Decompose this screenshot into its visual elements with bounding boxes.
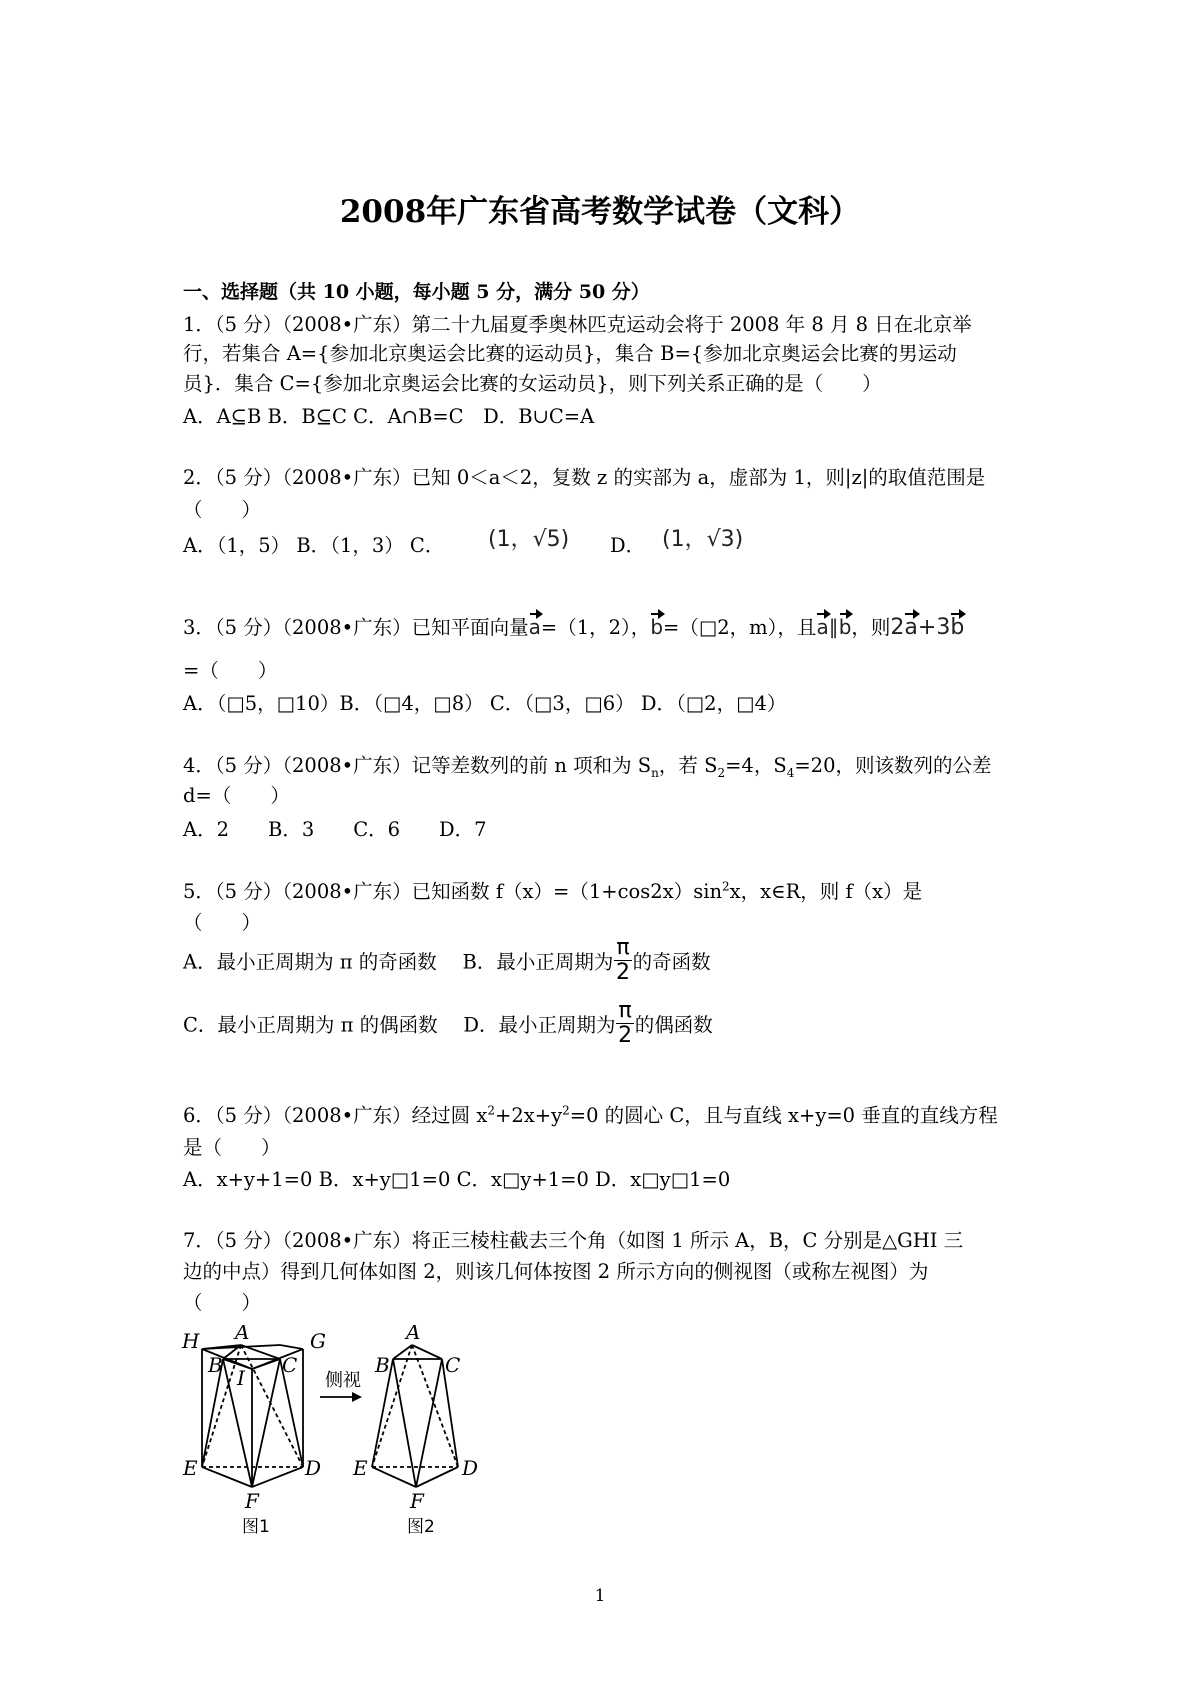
q6-text-c: =0 的圆心 C，且与直线 x+y=0 垂直的直线方程 — [569, 1104, 998, 1127]
q3-b-value: =（□2，m），且 — [663, 616, 817, 639]
q2-option-d-label: D． — [610, 534, 646, 557]
q5-options-cd — [183, 1000, 713, 1047]
figure-2-caption: 图2 — [407, 1517, 435, 1535]
q4-text-d: =20，则该数列的公差 — [794, 754, 992, 777]
q1-options: A．A⊆B B．B⊆C C．A∩B=C D．B∪C=A — [183, 405, 595, 428]
q4-line1 — [183, 750, 992, 780]
arrow-head-icon — [352, 1392, 362, 1402]
q6-line2: 是（ ） — [183, 1136, 281, 1159]
q5-line2: （ ） — [183, 911, 262, 934]
section-heading: 一、选择题（共 10 小题，每小题 5 分，满分 50 分） — [183, 281, 650, 303]
pi-over-2-fraction — [614, 937, 631, 984]
vector-a: a — [528, 615, 541, 639]
q5-option-a: A．最小正周期为 π 的奇函数 B．最小正周期为 — [183, 950, 614, 974]
label-B: B — [208, 1353, 223, 1377]
expr-plus-3: +3 — [917, 615, 951, 640]
label2-E: E — [353, 1456, 368, 1480]
label2-A: A — [406, 1325, 421, 1344]
q7-line3: （ ） — [183, 1291, 262, 1314]
label-E: E — [183, 1456, 198, 1480]
label-C: C — [282, 1353, 298, 1377]
q4-sub-n: n — [651, 765, 659, 780]
q5-line1 — [183, 876, 922, 904]
q1-line2: 行，若集合 A={参加北京奥运会比赛的运动员}，集合 B={参加北京奥运会比赛的男运动 — [183, 342, 957, 365]
q5-option-c: C．最小正周期为 π 的偶函数 D．最小正周期为 — [183, 1013, 616, 1037]
label2-D: D — [462, 1456, 479, 1480]
fraction-denominator: 2 — [618, 1023, 633, 1048]
q2-line1: 2．（5 分）（2008•广东）已知 0＜a＜2，复数 z 的实部为 a，虚部为 1，则|z|的取值范围是 — [183, 466, 986, 489]
q6-sup-a: 2 — [487, 1103, 495, 1118]
q3-options: A．（□5，□10）B．（□4，□8） C．（□3，□6） D．（□2，□4） — [183, 692, 787, 715]
page-title: 2008年广东省高考数学试卷（文科） — [339, 194, 861, 230]
q3-line2: =（ ） — [183, 659, 278, 682]
q4-text-a: 4．（5 分）（2008•广东）记等差数列的前 n 项和为 S — [183, 754, 652, 777]
vector-a-3: a — [904, 615, 918, 640]
q4-text-b: ，若 S — [658, 754, 718, 777]
q3-a-value: =（1，2）， — [540, 616, 651, 639]
q4-sub-2: 2 — [717, 765, 726, 780]
q5-sup-2: 2 — [722, 879, 730, 894]
q3-then: ，则 — [851, 616, 891, 639]
fraction-denominator: 2 — [615, 960, 630, 985]
q2-options-ab: A．（1，5） B．（1，3） C． — [183, 534, 445, 557]
q4-options: A．2 B．3 C．6 D．7 — [183, 818, 487, 841]
fraction-numerator: π — [616, 935, 630, 960]
q6-text-b: +2x+y — [494, 1104, 563, 1127]
vector-b-2: b — [838, 615, 852, 639]
label-G: G — [310, 1329, 326, 1353]
parallel-sign: ∥ — [828, 615, 839, 639]
label2-B: B — [375, 1353, 390, 1377]
figure-labels — [181, 1325, 478, 1513]
geometry-figure — [180, 1325, 540, 1535]
q6-line1 — [183, 1100, 998, 1128]
label-A: A — [235, 1325, 250, 1344]
q4-text-c: =4，S — [725, 754, 787, 777]
q4-sub-4: 4 — [786, 765, 795, 780]
q6-text-a: 6．（5 分）（2008•广东）经过圆 x — [183, 1104, 488, 1127]
q2-option-d-image: (1，√3) — [662, 527, 744, 552]
q1-line1: 1．（5 分）（2008•广东）第二十九届夏季奥林匹克运动会将于 2008 年 8 月 8 日在北京举 — [183, 313, 972, 336]
side-view-label: 侧视 — [325, 1370, 361, 1391]
label2-F: F — [410, 1489, 424, 1513]
vector-b-3: b — [950, 615, 965, 640]
q4-line2: d=（ ） — [183, 784, 290, 807]
q7-line2: 边的中点）得到几何体如图 2，则该几何体按图 2 所示方向的侧视图（或称左视图）为 — [183, 1260, 929, 1283]
q7-line1: 7．（5 分）（2008•广东）将正三棱柱截去三个角（如图 1 所示 A，B，C 分别是△GHI 三 — [183, 1229, 964, 1252]
pi-over-2-fraction — [616, 1000, 633, 1047]
label-I: I — [237, 1366, 245, 1390]
q2-line2: （ ） — [183, 498, 262, 521]
q5-options-ab — [183, 937, 711, 984]
vector-b: b — [650, 615, 664, 639]
label-F: F — [245, 1489, 259, 1513]
q5-text-a: 5．（5 分）（2008•广东）已知函数 f（x）=（1+cos2x）sin — [183, 880, 723, 903]
fraction-numerator: π — [618, 998, 632, 1023]
page-number: 1 — [594, 1586, 606, 1606]
q5-option-d-tail: 的偶函数 — [634, 1013, 713, 1037]
label-D: D — [305, 1456, 322, 1480]
q1-line3: 员}．集合 C={参加北京奥运会比赛的女运动员}，则下列关系正确的是（ ） — [183, 372, 882, 395]
q6-options: A．x+y+1=0 B．x+y□1=0 C．x□y+1=0 D．x□y□1=0 — [183, 1168, 731, 1191]
label-H: H — [182, 1329, 200, 1353]
figure-1-caption: 图1 — [242, 1517, 270, 1535]
label2-C: C — [445, 1353, 461, 1377]
q2-option-c-image: (1，√5) — [488, 527, 570, 552]
q6-sup-b: 2 — [562, 1103, 570, 1118]
q5-option-b-tail: 的奇函数 — [632, 950, 711, 974]
q3-line1 — [183, 612, 964, 640]
q5-text-b: x，x∈R，则 f（x）是 — [729, 880, 923, 903]
vector-a-2: a — [816, 615, 829, 639]
q3-prefix: 3．（5 分）（2008•广东）已知平面向量 — [183, 616, 529, 639]
expr-coef-2: 2 — [890, 615, 905, 640]
